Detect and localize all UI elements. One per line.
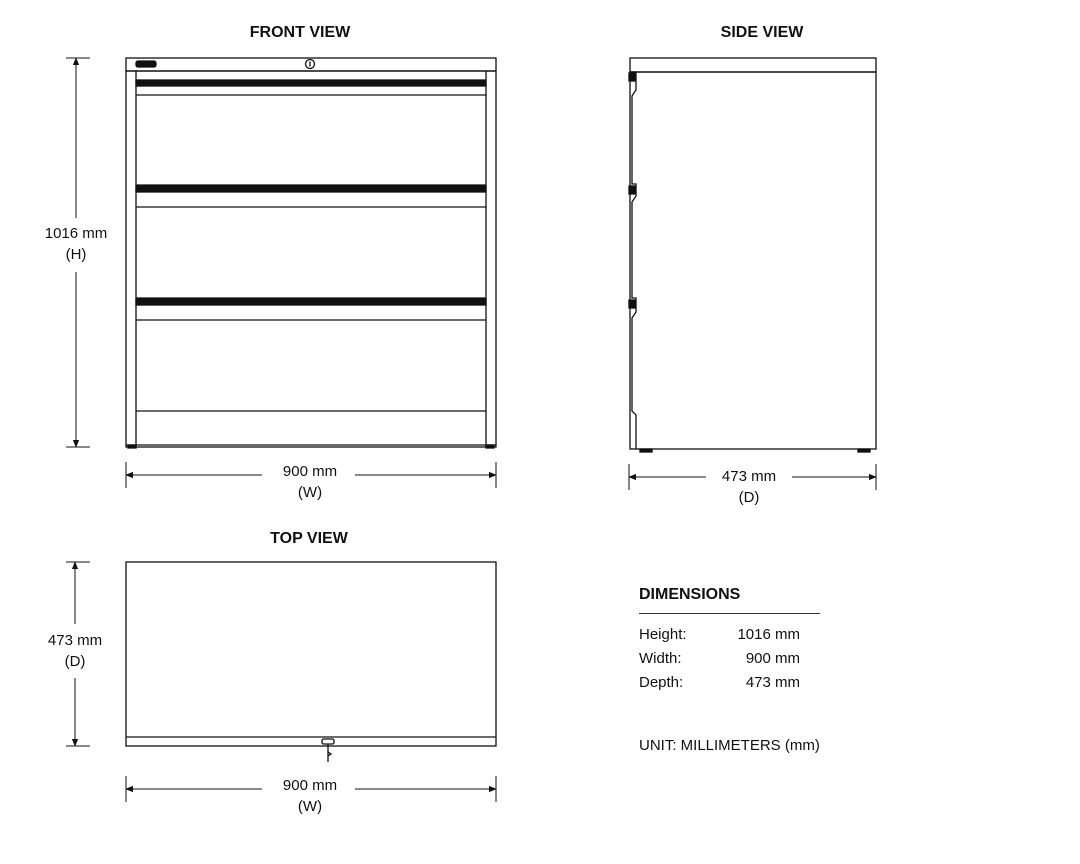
dimension-value: 1016 mm: [737, 626, 800, 643]
dimensions-title: DIMENSIONS: [639, 586, 741, 603]
side-depth-label: 473 mm: [721, 468, 777, 485]
front-view-title: FRONT VIEW: [249, 24, 351, 41]
front-height-code: (H): [65, 246, 87, 263]
lock-icon: [306, 60, 315, 69]
dimension-row-depth: [639, 674, 809, 694]
front-width-code: (W): [297, 484, 323, 501]
front-view-cabinet: [126, 58, 496, 448]
top-depth-code: (D): [64, 653, 86, 670]
top-view-title: TOP VIEW: [270, 530, 348, 547]
front-width-label: 900 mm: [282, 463, 338, 480]
side-depth-code: (D): [738, 489, 760, 506]
side-view-cabinet: [629, 58, 876, 452]
unit-note: UNIT: MILLIMETERS (mm): [639, 737, 820, 754]
top-width-label: 900 mm: [282, 777, 338, 794]
top-outline: [126, 562, 496, 746]
dimension-value: 900 mm: [745, 650, 800, 667]
front-height-label: 1016 mm: [44, 225, 108, 242]
front-carcass: [126, 71, 496, 447]
drawer-2: [136, 186, 486, 298]
side-panel: [630, 72, 876, 449]
dimension-label: Width:: [639, 650, 682, 667]
drawer-3: [136, 299, 486, 320]
top-view-cabinet: [126, 562, 496, 762]
dimension-value: 473 mm: [745, 674, 800, 691]
key-icon: [322, 739, 334, 762]
drawer-1: [136, 80, 486, 185]
side-view-title: SIDE VIEW: [720, 24, 804, 41]
dimensions-divider: [639, 613, 820, 614]
logo-badge: [136, 61, 156, 67]
top-width-code: (W): [297, 798, 323, 815]
dimension-label: Depth:: [639, 674, 684, 691]
dimension-row-height: [639, 626, 809, 646]
dimension-label: Height:: [639, 626, 687, 643]
dimension-row-width: [639, 650, 809, 670]
top-depth-label: 473 mm: [47, 632, 103, 649]
side-drawer-fronts: [630, 72, 636, 449]
side-top-plate: [630, 58, 876, 72]
